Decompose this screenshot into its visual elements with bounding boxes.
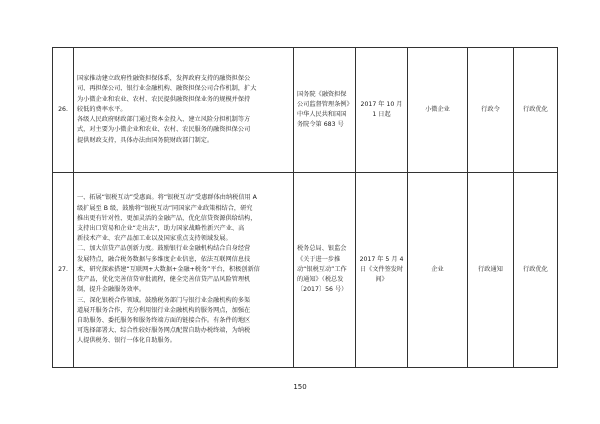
content-line: 司、再担保公司、银行业金融机构、融资担保公司合作机制，扩大 [77, 85, 257, 93]
policy-source: 税务总局、银监会《关于进一步推动“银税互动”工作的通知》（税总发〔2017〕56 号） [294, 173, 356, 368]
policy-content [74, 173, 294, 368]
content-line: 制，提升金融服务效率。 [77, 286, 146, 294]
content-line: 三、深化银税合作领域。鼓励税务部门与银行业金融机构的多渠 [77, 296, 251, 304]
content-line: 提供财政支持，具体办法由国务院财政部门制定。 [77, 136, 214, 144]
target-group: 小微企业 [408, 48, 468, 173]
content-line: 推出更有针对性、更加灵活的金融产品，优化信贷资源供给结构， [77, 214, 257, 222]
table-row [53, 173, 558, 368]
content-line: 国家推动建立政府性融资担保体系，发挥政府支持的融资担保公 [77, 75, 251, 83]
target-group: 企业 [408, 173, 468, 368]
row-number: 26. [53, 48, 74, 173]
content-line: 为小微企业和农业、农村、农民提供融资担保业务的规模并保持 [77, 95, 251, 103]
policy-content [74, 48, 294, 173]
content-line: 贷产品，优化完善信贷审批流程，健全完善信贷产品风险管理机 [77, 276, 251, 284]
content-line: 可选择部署大、综合性较好服务网点配置自助办税终端，为纳税 [77, 327, 251, 335]
content-line: 新技术产业、农产品加工业以及国家重点支持领域发展。 [77, 235, 232, 243]
content-line: 级扩展至 B 级，鼓励将“银税互动”同国家产业政策相结合，研究 [77, 204, 253, 212]
effective-date: 2017 年 10 月 1 日起 [356, 48, 408, 173]
policy-source: 国务院《融资担保公司监督管理条例》中华人民共和国国务院令第 683 号 [294, 48, 356, 173]
content-line: 式，对主要为小微企业和农业、农村、农民服务的融资担保公司 [77, 126, 251, 134]
content-line: 一、拓展“银税互动”受惠面。将“银税互动”受惠群体由纳税信用 A [77, 194, 257, 202]
content-line: 自助服务、委托服务和服务终端方面的链接合作。有条件的地区 [77, 316, 251, 324]
row-number: 27. [53, 173, 74, 368]
effective-date: 2017 年 5 月 4 日《文件签发时间》 [356, 173, 408, 368]
policy-category: 行政优化 [514, 48, 558, 173]
content-line: 较低的费率水平。 [77, 105, 127, 113]
content-line: 术，研究探索搭建“互联网+大数据+金融+税务”平台，积极创新信 [77, 265, 260, 273]
content-line: 二、加大信贷产品创新力度。鼓励银行业金融机构结合自身经营 [77, 245, 251, 253]
policy-category: 行政优化 [514, 173, 558, 368]
document-type: 行政令 [468, 48, 514, 173]
content-line: 道展开服务合作，充分利用银行业金融机构的服务网点，加强在 [77, 306, 251, 314]
content-line: 各级人民政府财政部门通过资本金投入、建立风险分担机制等方 [77, 116, 251, 124]
content-line: 人提供税务、银行一体化自助服务。 [77, 337, 176, 345]
content-line: 发展特点，融合税务数据与多维度企业信息，依法互联网信息技 [77, 255, 251, 263]
policy-table [52, 47, 558, 368]
content-line: 支持出口贸易和企业“走出去”，助力国家战略性新兴产业、高 [77, 225, 245, 233]
page-number: 150 [293, 383, 307, 391]
table-row [53, 48, 558, 173]
document-type: 行政通知 [468, 173, 514, 368]
